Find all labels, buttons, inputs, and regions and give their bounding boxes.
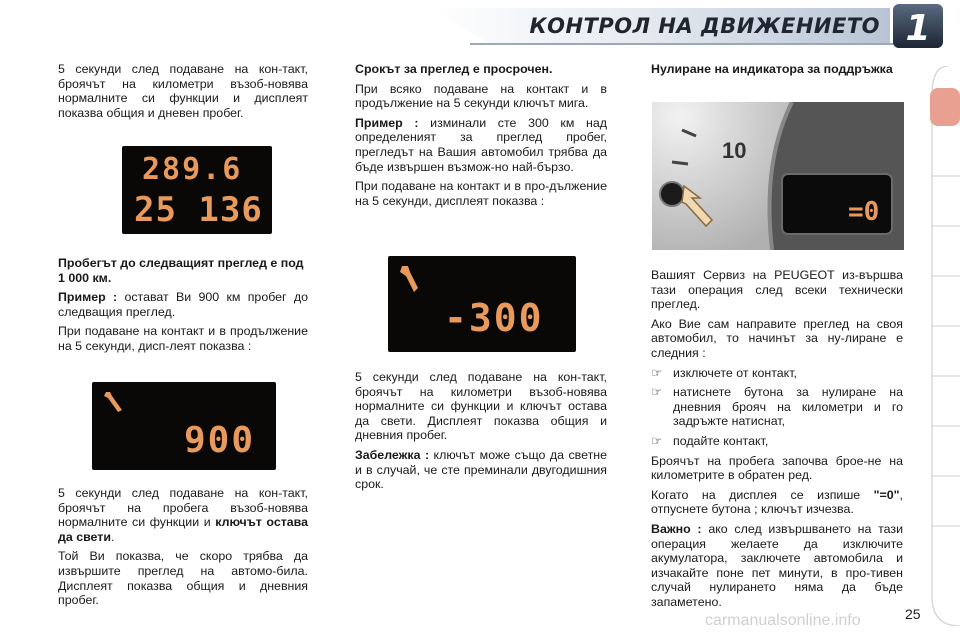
- diy-paragraph: Ако Вие сам направите преглед на своя автомобил, то начинът за ну-лиране е следния :: [651, 316, 903, 360]
- section-heading-overdue: Срокът за преглед е просрочен.: [355, 62, 553, 76]
- bullet-item: ☞ натиснете бутона за нулиране на дневния брояч на километри и го задръжте натиснат,: [651, 385, 903, 429]
- overdue-distance: -300: [444, 296, 544, 340]
- instrument-cluster-photo: [652, 102, 904, 250]
- column-left: [58, 62, 308, 125]
- column-left-middle: [58, 256, 308, 359]
- pointing-hand-icon: ☞: [651, 365, 663, 380]
- section-heading-under-1000: Пробегът до следващият преглед е под 1 000 км.: [58, 256, 304, 285]
- bullet-item: ☞ подайте контакт,: [651, 433, 769, 448]
- reset-button-knob: [660, 182, 684, 206]
- gauge-number: 10: [722, 138, 747, 163]
- service-display-overdue: [388, 256, 576, 352]
- page-header-title: КОНТРОЛ НА ДВИЖЕНИЕТО: [529, 14, 880, 38]
- release-paragraph: Когато на дисплея се изпише "=0", отпуснете бутона ; ключът изчезва.: [651, 487, 903, 517]
- pointing-hand-icon: ☞: [651, 433, 663, 448]
- watermark: carmanualsonline.info: [705, 612, 861, 629]
- column-right-body: [651, 268, 903, 614]
- intro-paragraph: 5 секунди след подаване на кон-такт, броячът на километри възоб-новява нормалните си функции и дисплеят показва общия и дневен пробег.: [58, 62, 308, 120]
- reminder-paragraph: Той Ви показва, че скоро трябва да извършите преглед на автомо-била. Дисплеят показва общия и дневния пробег.: [58, 549, 308, 608]
- pointing-hand-icon: ☞: [651, 385, 663, 400]
- chapter-number: 1: [905, 8, 931, 49]
- ignition-paragraph: При подаване на контакт и в продължение на 5 секунди, дисп-леят показва :: [58, 324, 308, 353]
- example-label: Пример :: [58, 290, 118, 305]
- countdown-paragraph: Броячът на пробега започва брое-не на километрите в обратен ред.: [651, 453, 903, 483]
- ignition-paragraph-2: При подаване на контакт и в про-дължение на 5 секунди, дисплеят показва :: [355, 179, 607, 208]
- total-distance: 25 136: [134, 190, 263, 230]
- column-right: [651, 62, 903, 82]
- wrench-icon: [396, 262, 426, 296]
- section-heading-reset: Нулиране на индикатора за поддръжка: [651, 62, 893, 76]
- trip-distance: 289.6: [142, 152, 243, 187]
- overdue-example: Пример : изминали сте 300 км над определеният за преглед пробег, прегледът на Вашия автомобил трябва да бъде извършен възмож-но най-бързо.: [355, 115, 607, 174]
- page-number: 25: [905, 606, 921, 622]
- reset-display-value: =0: [848, 197, 880, 227]
- remaining-distance: 900: [184, 420, 256, 461]
- after-5-seconds-paragraph-2: 5 секунди след подаване на кон-такт, броячът на километри възоб-новява нормалните си функции и ключът остава да свети. Дисплеят показва общия и дневния пробег.: [355, 370, 607, 443]
- service-display-900: [92, 382, 276, 470]
- blinking-paragraph: При всяко подаване на контакт и в продължение на 5 секунди ключът мига.: [355, 81, 607, 111]
- important-paragraph: Важно : ако след извършването на тази операция желаете да изключите акумулатора, заключете автомобила и изчакайте поне пет минути, в про-тивен случай нулирането няма да бъде запаметено.: [651, 521, 903, 609]
- example-paragraph: Пример : остават Ви 900 км пробег до следващия преглед.: [58, 290, 308, 319]
- wrench-icon: [100, 388, 128, 416]
- chapter-tabs: [928, 66, 960, 626]
- cluster-illustration: [652, 102, 904, 250]
- service-paragraph: Вашият Сервиз на PEUGEOT из-вършва тази операция след всеки технически преглед.: [651, 268, 903, 312]
- column-middle: [355, 62, 607, 213]
- odometer-display: [122, 146, 272, 234]
- after-5-seconds-paragraph: 5 секунди след подаване на кон-такт, броячът на пробега възоб-новява нормалните си функции и ключът остава да свети.: [58, 486, 309, 544]
- column-left-bottom: [58, 486, 308, 613]
- column-middle-bottom: [355, 370, 607, 497]
- bullet-item: ☞ изключете от контакт,: [651, 365, 797, 380]
- note-paragraph: Забележка : ключът може също да светне и в случай, че сте преминали двугодишния срок.: [355, 447, 607, 492]
